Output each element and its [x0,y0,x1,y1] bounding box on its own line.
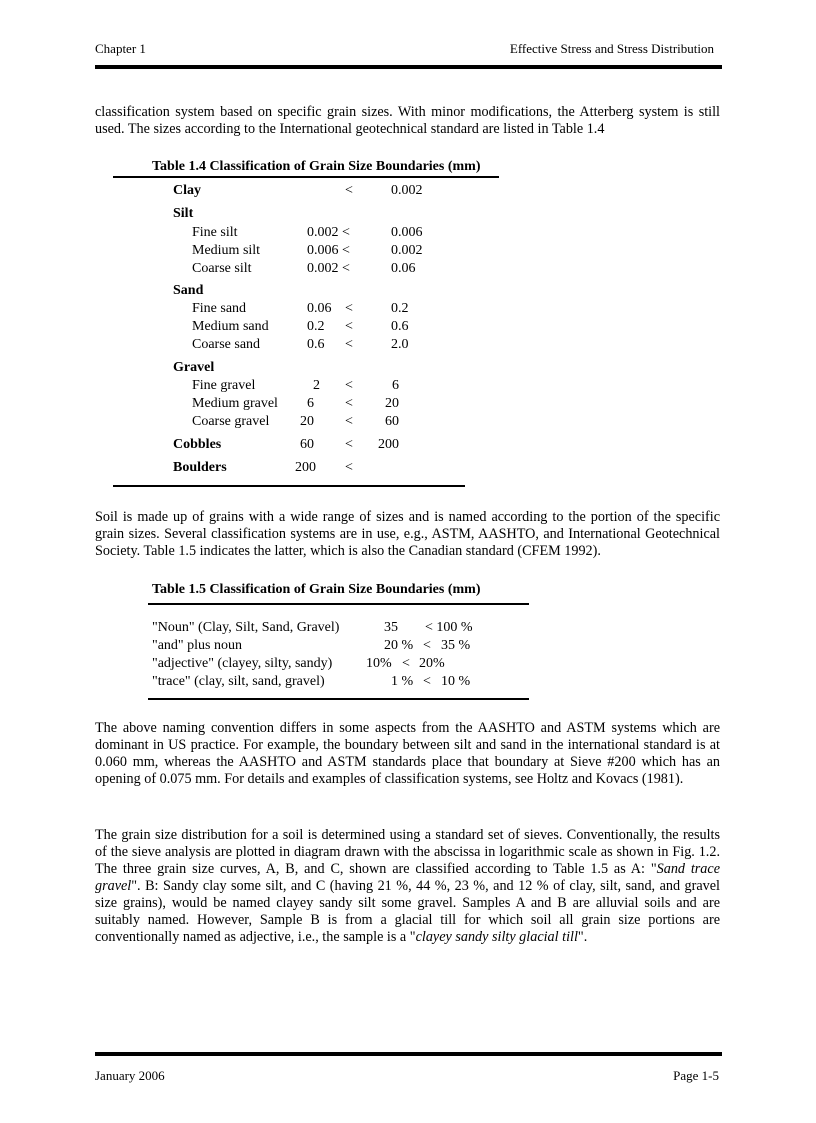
table-1-5-top-rule [148,603,529,605]
table-row [0,318,816,335]
lt-symbol: < [345,378,353,393]
lt-symbol: < [345,437,353,452]
table-row [0,395,816,412]
table-1-4-title: Table 1.4 Classification of Grain Size Boundaries (mm) [152,159,481,174]
upper-bound: 20 [385,396,399,411]
upper-bound: 6 [392,378,399,393]
table-1-5-title: Table 1.5 Classification of Grain Size Boundaries (mm) [152,582,481,597]
row-name: "adjective" (clayey, silty, sandy) [152,656,333,671]
intro-paragraph: classification system based on specific grain sizes. With minor modifications, the Atterberg system is still used. The sizes according to the International geotechnical standard are listed in Table 1.4 [95,104,720,137]
category-gravel-label: Gravel [173,360,215,375]
upper-bound: 200 [378,437,399,452]
paragraph-4-italic-1: Sand trace gravel [95,861,720,894]
row-name: Fine gravel [192,378,256,393]
footer-date: January 2006 [95,1068,165,1083]
lt-symbol: < [345,337,353,352]
table-row-cobbles [0,436,816,453]
footer-rule [95,1052,722,1056]
table-row [0,300,816,317]
lower-bound: 0.006 < [307,243,350,258]
lower-bound: 60 [300,437,314,452]
table-row [0,336,816,353]
header-chapter: Chapter 1 [95,41,146,56]
table-row [0,637,816,654]
upper-bound: 0.2 [391,301,409,316]
lower-bound: 10% [366,656,392,671]
lower-bound: 200 [295,460,316,475]
paragraph-4-text-3: ". [577,929,588,945]
row-name: Medium silt [192,243,261,258]
paragraph-4-text-1: The grain size distribution for a soil is determined using a standard set of sieves. Conventionally, the results of the sieve analysis are plotted in diagram drawn with the abscissa in logarithmic scale as shown in Fig. 1.2. The three grain size curves, A, B, and C, shown are classified according to Table 1.5 as A: " [95,827,720,877]
table-row-clay [0,182,816,199]
table-row [0,377,816,394]
row-name: Coarse silt [192,261,252,276]
lower-bound: 0.06 [307,301,332,316]
table-row [0,619,816,636]
upper-bound: 35 % [441,638,471,653]
category-boulders: Boulders [173,460,227,475]
table-row [0,673,816,690]
row-name: "trace" (clay, silt, sand, gravel) [152,674,325,689]
row-name: "and" plus noun [152,638,242,653]
upper-bound: 0.6 [391,319,409,334]
lower-bound: 2 [313,378,320,393]
row-name: Coarse gravel [192,414,270,429]
upper-bound: 0.002 [391,183,423,198]
paragraph-2: Soil is made up of grains with a wide range of sizes and is named according to the portion of the specific grain sizes. Several classification systems are in use, e.g., ASTM, AASHTO, and International Geotechnical Society. Table 1.5 indicates the latter, which is also the Canadian standard (CFEM 1992). [95,509,720,559]
row-name: "Noun" (Clay, Silt, Sand, Gravel) [152,620,340,635]
lower-bound: 0.6 [307,337,325,352]
table-row-boulders [0,459,816,476]
lower-bound: 1 % [391,674,414,689]
upper-bound: 10 % [441,674,471,689]
row-name: Medium gravel [192,396,278,411]
table-1-5-bottom-rule [148,698,529,700]
lt-symbol: < [345,460,353,475]
footer-page-number: Page 1-5 [673,1068,719,1083]
row-name: Coarse sand [192,337,261,352]
table-row [0,413,816,430]
lower-bound: 0.2 [307,319,325,334]
lt-symbol: < [423,638,431,653]
paragraph-4-text-2: ". B: Sandy clay some silt, and C (having 21 %, 44 %, 23 %, and 12 % of clay, silt, sand, and gravel size grains), would be named clayey sandy silt some gravel. Samples A and B are alluvial soils and are suitably named. However, Sample B is from a glacial till for which soil all grain size portions are conventionally named as adjective, i.e., the sample is a " [95,878,720,945]
upper-bound: 0.006 [391,225,423,240]
lt-symbol: < [345,301,353,316]
paragraph-3: The above naming convention differs in some aspects from the AASHTO and ASTM systems which are dominant in US practice. For example, the boundary between silt and sand in the international standard is at 0.060 mm, whereas the AASHTO and ASTM standards place that boundary at Sieve #200 which has an opening of 0.075 mm. For details and examples of classification systems, see Holtz and Kovacs (1981). [95,720,720,787]
lower-bound: 0.002 < [307,225,350,240]
lower-bound: 20 % [384,638,414,653]
lower-bound: 6 [307,396,314,411]
table-1-4-top-rule [113,176,499,178]
lt-symbol: < [345,319,353,334]
row-name: Fine sand [192,301,247,316]
lower-bound: 35 [384,620,398,635]
upper-bound: 2.0 [391,337,409,352]
lt-symbol: < [345,183,353,198]
row-name: Fine silt [192,225,238,240]
paragraph-4-italic-2: clayey sandy silty glacial till [415,929,578,945]
row-name: Medium sand [192,319,269,334]
table-row [0,242,816,259]
lt-symbol: < [345,396,353,411]
category-clay: Clay [173,183,201,198]
lt-symbol: < [402,656,410,671]
category-cobbles: Cobbles [173,437,222,452]
upper-bound: 60 [385,414,399,429]
category-sand-label: Sand [173,283,204,298]
lower-bound: 0.002 < [307,261,350,276]
upper-bound: 0.002 [391,243,423,258]
lt-symbol: < [423,674,431,689]
lt-symbol: < [345,414,353,429]
header-title: Effective Stress and Stress Distribution [509,41,714,56]
paragraph-4 [95,827,720,946]
upper-bound: 20% [419,656,445,671]
category-silt-label: Silt [173,206,194,221]
table-row [0,224,816,241]
table-row [0,260,816,277]
table-1-4-bottom-rule [113,485,465,487]
header-rule [95,65,722,69]
range-value: < 100 % [425,620,473,635]
upper-bound: 0.06 [391,261,416,276]
lower-bound: 20 [300,414,314,429]
table-row [0,655,816,672]
